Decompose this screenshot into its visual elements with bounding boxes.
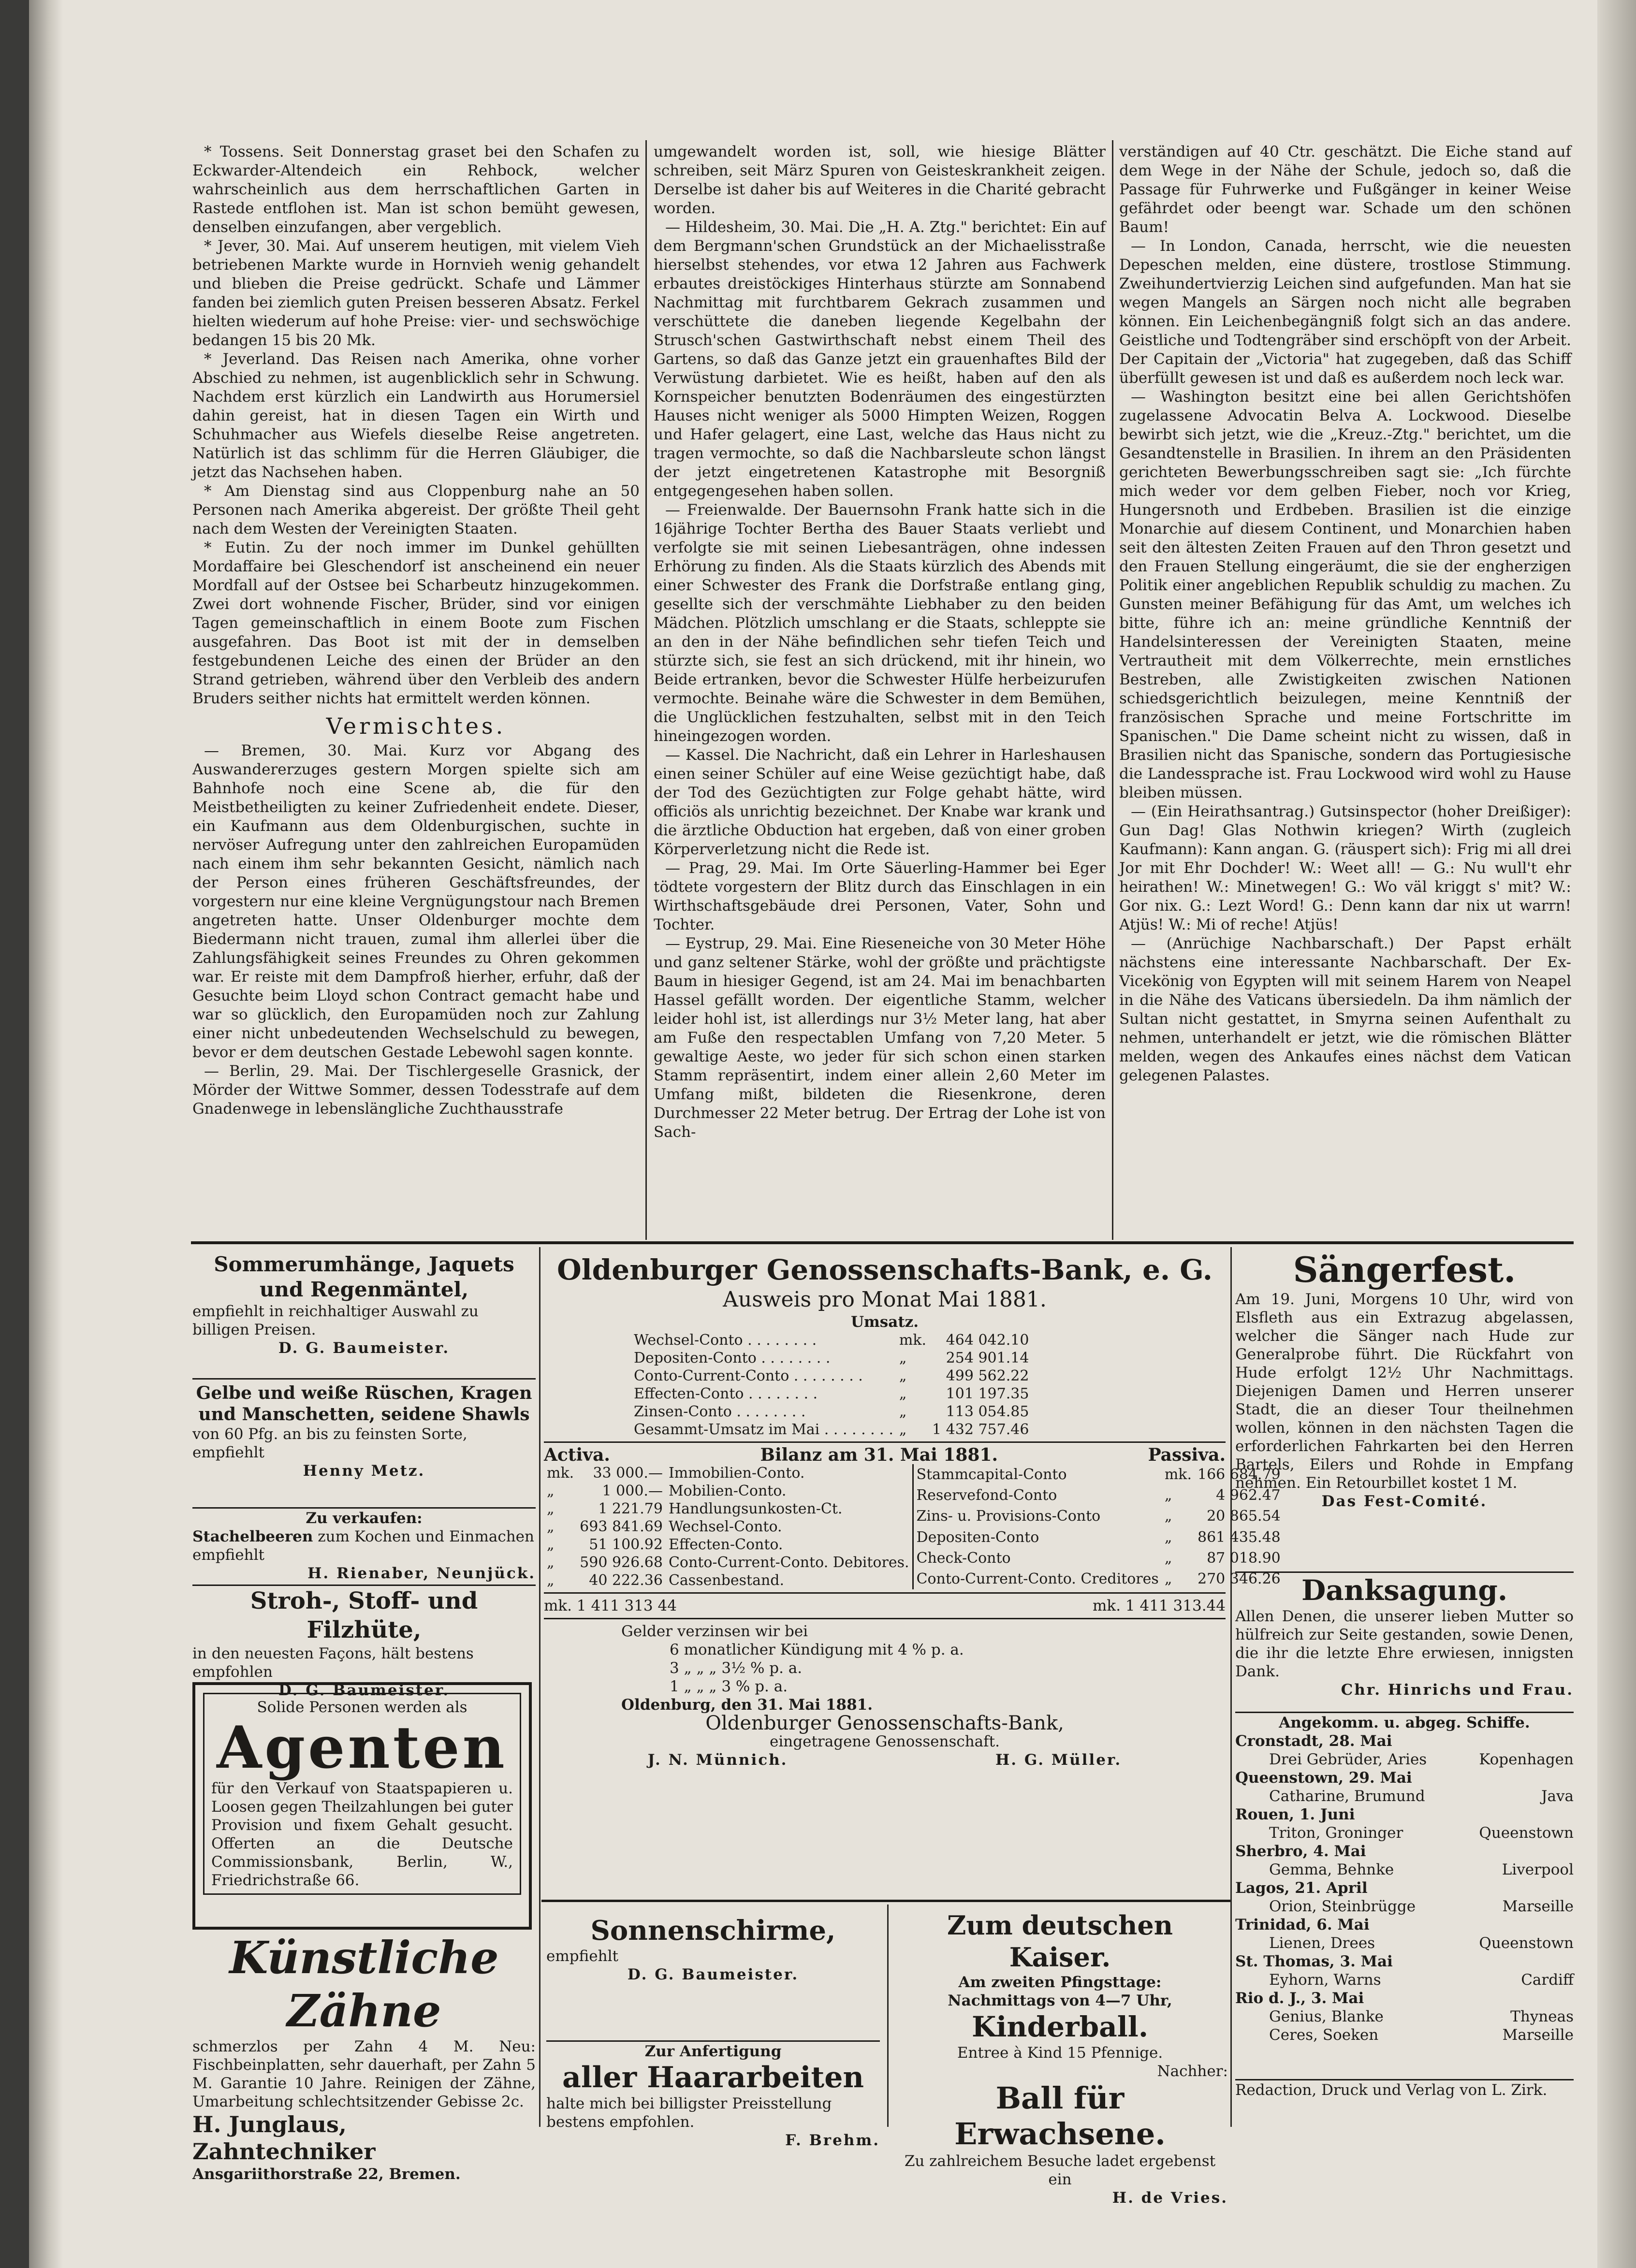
row-currency: „ [1164, 1528, 1172, 1546]
ship-entry [1235, 2007, 1574, 2026]
article-tossens: * Tossens. Seit Donnerstag graset bei den Schafen zu Eckwarder-Altendeich ein Rehbock, welcher wahrscheinlich aus dem herrschaftlichen Garten in Rastede entflohen ist. Man ist schon bemüht gewesen, denselben einzufangen, aber vergeblich. [192, 143, 640, 236]
activa-row [544, 1464, 913, 1482]
article-eystrup-cont: verständigen auf 40 Ctr. geschätzt. Die Eiche stand auf dem Wege in der Nähe der Schule, jedoch so, daß die Passage für Fuhrwerke und Fußgänger in keiner Weise gefährdet oder beengt war. Schade um den schönen Baum! [1119, 143, 1571, 236]
ship-list [1235, 1714, 1574, 2044]
row-value: 4 962.47 [1216, 1487, 1281, 1504]
row-currency: „ [1164, 1508, 1172, 1525]
ad-line: Nachmittags von 4—7 Uhr, [948, 1992, 1172, 2009]
book-spine [29, 0, 63, 2268]
row-value: 1 221.79 [598, 1500, 663, 1517]
row-currency: „ [899, 1421, 907, 1438]
row-value: 166 684.79 [1197, 1466, 1281, 1483]
ship-entry [1235, 1934, 1574, 1952]
article-cloppenburg: * Am Dienstag sind aus Cloppenburg nahe an 50 Personen nach Amerika abgereist. Der größte Theil geht nach dem Westen der Vereinigten Staaten. [192, 482, 640, 538]
ad-text: für den Verkauf von Staatspapieren u. Loosen gegen Theilzahlungen bei guter Provision und fixem Gehalt gesucht. Offerten an die Deutsche Commissionsbank, Berlin, W., Friedrichstraße 66. [211, 1780, 513, 1889]
ship-entry [1235, 1971, 1574, 1989]
ship-name: Lienen, Drees [1269, 1934, 1375, 1952]
bank-umsatz-heading: Umsatz. [850, 1313, 919, 1331]
row-label: Depositen-Conto [916, 1528, 1039, 1546]
article-hildesheim: — Hildesheim, 30. Mai. Die „H. A. Ztg." berichtet: Ein auf dem Bergmann'schen Grundstück an der Michaelisstraße hierselbst stehendes, vor etwa 12 Jahren aus Fachwerk erbautes dreistöckiges Hinterhaus stürzte am Sonnabend Nachmittag mit furchtbarem Gekrach zusammen und verschüttete die daneben liegende Kegelbahn der Strusch'schen Gastwirthschaft nebst einem Theil des Gartens, so daß das Ganze jetzt ein grauenhaftes Bild der Verwüstung darbietet. Wie es heißt, haben auf den als Kornspeicher benutzten Bodenräumen des eingestürzten Hauses nicht weniger als 5000 Himpten Weizen, Roggen und Hafer gelagert, eine Last, welche das Haus nicht zu tragen vermochte, so daß die Nachbarsleute schon längst der jetzt eingetretenen Katastrophe mit Besorgniß entgegengesehen haben sollen. [654, 218, 1106, 500]
ad-signature: D. G. Baumeister. [278, 1339, 450, 1357]
ad-signature: F. Brehm. [785, 2132, 880, 2149]
ad-text: empfiehlt [546, 1948, 618, 1965]
row-label: Check-Conto [916, 1549, 1011, 1567]
row-currency: „ [547, 1500, 555, 1517]
ad-top-line: Solide Personen werden als [257, 1699, 467, 1716]
ship-destination: Marseille [1502, 2026, 1574, 2044]
ad-kuenstliche-zaehne [192, 1931, 536, 2183]
row-value: 1 000.— [602, 1483, 663, 1499]
page-edge [1597, 0, 1636, 2268]
ad-signature: D. G. Baumeister. [278, 1682, 450, 1699]
activa-row [544, 1554, 913, 1571]
ad-agenten [192, 1682, 532, 1930]
article-washington: — Washington besitzt eine bei allen Gerichtshöfen zugelassene Advocatin Belva A. Lockwood. Dieselbe bewirbt sich jetzt, wie die „Kreuz.-Ztg." berichtet, um die Gesandtenstelle in Brasilien. In ihrem an den Präsidenten gerichteten Bewerbungsschreiben sagt sie: „Ich fürchte mich weder vor dem gelben Fieber, noch vor Krieg, Hungersnoth und Erdbeben. Brasilien ist die einzige Monarchie auf diesem Continent, und Monarchien haben seit den ältesten Zeiten Frauen auf den Thron gesetzt und den Frauen Stellung eingeräumt, die sie der engherzigen Politik einer angeblichen Republik schuldig zu machen. Zu Gunsten meiner Befähigung für das Amt, um welches ich bitte, führe ich an: meine gründliche Kenntniß der Handelsinteressen der Vereinigten Staaten, meine Vertrautheit mit dem Völkerrechte, mein ernstliches Bestreben, alle Zwistigkeiten zwischen Nationen schiedsgerichtlich beizulegen, meine Kenntniß der französischen Sprache und meine Fortschritte im Spanischen." Die Dame scheint nicht zu wissen, daß in Brasilien nicht das Spanische, sondern das Portugiesische die Landessprache ist. Frau Lockwood wird wohl zu Hause bleiben müssen. [1119, 388, 1571, 801]
row-value: 861 435.48 [1197, 1528, 1281, 1546]
row-label: Effecten-Conto . . . . . . . . [634, 1385, 818, 1402]
row-currency: „ [547, 1518, 555, 1535]
passiva-heading: Passiva. [1148, 1445, 1226, 1465]
activa-row [544, 1482, 913, 1500]
impressum-text: Redaction, Druck und Verlag von L. Zirk. [1235, 2081, 1548, 2099]
ad-title: Künstliche Zähne [229, 1932, 499, 2037]
bank-divider [544, 1592, 1226, 1594]
activa-row [544, 1500, 913, 1518]
ad-divider [192, 1378, 536, 1380]
section-heading-vermischtes: Vermischtes. [326, 713, 506, 739]
article-kassel: — Kassel. Die Nachricht, daß ein Lehrer in Harleshausen einen seiner Schüler auf eine Weise gezüchtigt habe, daß der Tod des Gezüchtigten zur Folge gehabt hätte, wird officiös als unrichtig bezeichnet. Der Knabe war krank und die ärztliche Obduction hat ergeben, daß von einer groben Körperverletzung nicht die Rede ist. [654, 746, 1106, 858]
ad-line: Am zweiten Pfingsttage: [958, 1974, 1162, 1991]
ship-entry [1235, 1824, 1574, 1842]
ship-entry [1235, 1897, 1574, 1916]
row-label: Stammcapital-Conto [916, 1466, 1067, 1483]
passiva-row [914, 1569, 1284, 1589]
row-value: 464 042.10 [946, 1332, 1029, 1349]
section-rule [191, 1241, 1574, 1244]
total-activa: mk. 1 411 313 44 [544, 1597, 677, 1614]
row-label: Gesammt-Umsatz im Mai . . . . . . . . [634, 1421, 893, 1438]
ship-list-title: Angekomm. u. abgeg. Schiffe. [1279, 1714, 1530, 1731]
ad-haararbeiten [546, 2042, 880, 2150]
ad-divider [1235, 1712, 1574, 1713]
ad-rule-1 [539, 1247, 540, 2127]
row-label: Depositen-Conto . . . . . . . . [634, 1350, 831, 1367]
ad-signature: Chr. Hinrichs und Frau. [1341, 1681, 1574, 1699]
row-label: Conto-Current-Conto. Debitores. [668, 1554, 909, 1571]
ship-port: Rouen, 1. Juni [1235, 1806, 1355, 1823]
row-value: 693 841.69 [580, 1518, 663, 1535]
ad-title: Gelbe und weiße Rüschen, Kragen und Manschetten, seidene Shawls [196, 1383, 532, 1425]
row-value: 113 054.85 [946, 1403, 1029, 1420]
row-label: Immobilien-Conto. [668, 1465, 805, 1482]
row-currency: „ [1164, 1549, 1172, 1567]
ad-text: von 60 Pfg. an bis zu feinsten Sorte, empfiehlt [192, 1425, 467, 1461]
ship-entry [1235, 1787, 1574, 1805]
ship-destination: Cardiff [1521, 1971, 1574, 1989]
ship-port: Cronstadt, 28. Mai [1235, 1732, 1392, 1750]
umsatz-table [631, 1331, 1032, 1439]
ship-name: Catharine, Brumund [1269, 1788, 1425, 1805]
passiva-row [914, 1485, 1284, 1506]
ad-text: Allen Denen, die unserer lieben Mutter so hülfreich zur Seite gestanden, sowie Denen, die ihr die letzte Ehre erwiesen, innigsten Dank. [1235, 1608, 1574, 1680]
article-freienwalde: — Freienwalde. Der Bauernsohn Frank hatte sich in die 16jährige Tochter Bertha des Bauer Staats verliebt und verfolgte sie mit seinen Liebesanträgen, ohne indessen Erhörung zu finden. Als die Staats kürzlich des Abends mit einer Schwester des Frank die Dorfstraße entlang ging, gesellte sich der verschmähte Liebhaber zu den beiden Mädchen. Plötzlich umschlang er die Staats, schleppte sie an den in der Nähe befindlichen sehr tiefen Teich und stürzte sich, sie fest an sich drückend, mit ihr hinein, wo Beide ertranken, bevor die Schwester Hülfe herbeizurufen vermochte. Beinahe wäre die Schwester in dem Bemühen, die Unglücklichen festzuhalten, selbst mit in den Teich hineingezogen worden. [654, 501, 1106, 745]
umsatz-row [631, 1385, 1032, 1403]
article-eystrup: — Eystrup, 29. Mai. Eine Rieseneiche von 30 Meter Höhe und ganz seltener Stärke, wohl der größte und prächtigste Baum in hiesiger Gegend, ist am 24. Mai im benachbarten Hassel gefällt worden. Der eigentliche Stamm, welcher leider hohl ist, ist allerdings nur 3½ Meter lang, hat aber am Fuße den respectablen Umfang von 7,20 Meter. 5 gewaltige Aeste, wo jeder für sich schon einen starken Stamm repräsentirt, indem einer allein 2,60 Meter im Umfang mißt, bildeten die Riesenkrone, deren Durchmesser 22 Meter betrug. Der Ertrag der Lohe ist von Sach- [654, 935, 1106, 1141]
ad-danksagung [1235, 1573, 1574, 1699]
row-value: 87 018.90 [1207, 1549, 1281, 1567]
ad-divider [546, 2040, 880, 2042]
row-currency: „ [1164, 1487, 1172, 1504]
bilanz-heading: Bilanz am 31. Mai 1881. [760, 1445, 998, 1465]
activa-heading: Activa. [544, 1445, 610, 1465]
ad-bank-statement [544, 1253, 1281, 1769]
ship-name: Gemma, Behnke [1269, 1861, 1394, 1878]
ship-name: Genius, Blanke [1269, 2008, 1384, 2025]
impressum [1235, 2081, 1574, 2099]
total-passiva: mk. 1 411 313.44 [1093, 1597, 1226, 1614]
row-currency: „ [547, 1554, 555, 1571]
ship-name: Orion, Steinbrügge [1269, 1898, 1416, 1915]
ship-port: Sherbro, 4. Mai [1235, 1843, 1366, 1860]
ad-text: empfiehlt in reichhaltiger Auswahl zu billigen Preisen. [192, 1303, 479, 1338]
row-value: 20 865.54 [1207, 1508, 1281, 1525]
row-value: 51 100.92 [589, 1536, 663, 1553]
row-value: 40 222.36 [589, 1572, 663, 1589]
article-jeverland: * Jeverland. Das Reisen nach Amerika, ohne vorher Abschied zu nehmen, ist augenblicklich sehr in Schwung. Nachdem erst kürzlich ein Landwirth aus Horumersiel dahin gereist, hat in diesen Tagen ein Wirth und Schuhmacher aus Wiefels dieselbe Reise angetreten. Natürlich ist das schlimm für die Herren Gläubiger, die jetzt das Nachsehen haben. [192, 350, 640, 481]
activa-row [544, 1518, 913, 1536]
ad-title: Zur Anfertigung [644, 2043, 782, 2060]
ad-line: Entree à Kind 15 Pfennige. [957, 2044, 1163, 2062]
row-label: Zinsen-Conto . . . . . . . . [634, 1403, 806, 1420]
activa-row [544, 1571, 913, 1589]
article-bremen: — Bremen, 30. Mai. Kurz vor Abgang des Auswandererzuges gestern Morgen spielte sich am Bahnhofe noch eine Scene ab, die für den Meistbetheiligten zu keiner Zufriedenheit endete. Dieser, ein Kaufmann aus dem Oldenburgischen, suchte in nervöser Aufregung unter den zahlreichen Europamüden nach einem ihm sehr bekannten Gesicht, nämlich nach der Person eines früheren Geschäftsfreundes, der vorgestern nur eine kleine Vergnügungstour nach Bremen angetreten hatte. Unser Oldenburger mochte dem Biedermann nicht trauen, zumal ihm allerlei über die Zahlungsfähigkeit seines Freundes zu Ohren gekommen war. Er reiste mit dem Dampfroß hierher, erfuhr, daß der Gesuchte beim Lloyd schon Contract gemacht habe und war so glücklich, den Europamüden noch zur Zahlung einer nicht unbedeutenden Wechselschuld zu bewegen, bevor er dem deutschen Gestade Lebewohl sagen konnte. [192, 742, 640, 1061]
ad-line: Zu zahlreichem Besuche ladet ergebenst ein [904, 2152, 1216, 2188]
row-currency: „ [899, 1367, 907, 1384]
passiva-row [914, 1527, 1284, 1547]
row-value: 590 926.68 [580, 1554, 663, 1571]
row-currency: „ [899, 1403, 907, 1420]
ad-divider [1235, 1571, 1574, 1573]
ship-name: Triton, Groninger [1269, 1824, 1403, 1842]
ship-destination: Liverpool [1502, 1861, 1574, 1878]
ad-signature: H. de Vries. [1112, 2189, 1228, 2207]
row-currency: „ [1164, 1570, 1172, 1587]
row-value: 1 432 757.46 [932, 1421, 1029, 1438]
ad-signature: H. Rienaber, Neunjück. [307, 1565, 536, 1582]
bank-signature-2: H. G. Müller. [995, 1751, 1122, 1769]
article-london: — In London, Canada, herrscht, wie die neuesten Depeschen melden, eine düstere, trostlose Stimmung. Zweihundertvierzig Leichen sind aufgefunden. Man hat sie wegen Mangels an Särgen noch nicht alle begraben können. Ein Leichenbegängniß folgt sich an das andere. Geistliche und Todtengräber sind erschöpft von der Arbeit. Der Capitain der „Victoria" hat zugegeben, daß das Schiff überfüllt gewesen ist und daß es außerdem noch leck war. [1119, 237, 1571, 387]
ship-destination: Queenstown [1479, 1934, 1574, 1952]
article-prag: — Prag, 29. Mai. Im Orte Säuerling-Hammer bei Eger tödtete vorgestern der Blitz durch das Einschlagen in ein Wirthschaftsgebäude drei Personen, Vater, Sohn und Tochter. [654, 859, 1106, 933]
ad-rueschen [192, 1382, 536, 1480]
row-label: Reservefond-Conto [916, 1487, 1057, 1504]
article-jever: * Jever, 30. Mai. Auf unserem heutigen, mit vielem Vieh betriebenen Markte wurde in Hornvieh wenig gehandelt und blieben die Preise gedrückt. Schafe und Lämmer fanden bei ziemlich guten Preisen besseren Absatz. Ferkel hielten wiederum auf hohe Preise: vier- und sechswöchige bedangen 15 bis 20 Mk. [192, 237, 640, 349]
ship-name: Drei Gebrüder, Aries [1269, 1751, 1427, 1768]
ad-title: Stroh-, Stoff- und Filzhüte, [250, 1587, 478, 1643]
row-label: Effecten-Conto. [668, 1536, 783, 1553]
ship-entry [1235, 1750, 1574, 1769]
ad-sommerumhaenge [192, 1252, 536, 1357]
ship-entry [1235, 2026, 1574, 2044]
umsatz-row [631, 1349, 1032, 1367]
bank-divider [544, 1441, 1226, 1443]
article-heirathsantrag: — (Ein Heirathsantrag.) Gutsinspector (hoher Dreißiger): Gun Dag! Glas Nothwin kriegen? Wirth (zugleich Kaufmann): Kann angan. G. (räuspert sich): Frig mi all drei Jor mit Ehr Dochder! W.: Weet all! — G.: Nu wull't ehr heirathen! W.: Minetwegen! G.: Wo väl kriggt s' mit? W.: Gor nix. G.: Lezt Word! G.: Denn kann dar nix ut warrn! Atjüs! W.: Mi of reche! Atjüs! [1119, 803, 1571, 933]
ad-zu-verkaufen [192, 1509, 536, 1583]
ad-text: schmerzlos per Zahn 4 M. Neu: Fischbeinplatten, sehr dauerhaft, per Zahn 5 M. Garantie 10 Jahre. Reinigen der Zähne, Umarbeitung schlechtsitzender Gebisse 2c. [192, 2038, 536, 2110]
row-label: Mobilien-Conto. [668, 1483, 787, 1499]
umsatz-row [631, 1421, 1032, 1439]
ad-signature: Henny Metz. [303, 1462, 425, 1480]
article-berlin-cont: umgewandelt worden ist, soll, wie hiesige Blätter schreiben, seit März Spuren von Geisteskrankheit zeigen. Derselbe ist daher bis auf Weiteres in die Charité gebracht worden. [654, 143, 1106, 217]
ship-destination: Queenstown [1479, 1824, 1574, 1842]
bank-signature-1: J. N. Münnich. [647, 1751, 788, 1769]
ship-destination: Thyneas [1510, 2008, 1574, 2025]
ad-title: Danksagung. [1301, 1574, 1508, 1607]
section-rule-2 [541, 1900, 1230, 1902]
article-berlin: — Berlin, 29. Mai. Der Tischlergeselle Grasnick, der Mörder der Wittwe Sommer, dessen Todesstrafe auf dem Gnadenwege in lebenslängliche Zuchthausstrafe [192, 1062, 640, 1118]
ship-destination: Java [1541, 1788, 1574, 1805]
ship-port: Queenstown, 29. Mai [1235, 1769, 1412, 1787]
row-currency: „ [547, 1572, 555, 1589]
row-currency: „ [547, 1536, 555, 1553]
ad-title-2: aller Haararbeiten [562, 2061, 864, 2094]
bank-date: Oldenburg, den 31. Mai 1881. [621, 1696, 873, 1714]
bank-firm: Oldenburger Genossenschafts-Bank, [705, 1712, 1064, 1734]
row-currency: mk. [899, 1332, 927, 1349]
umsatz-row [631, 1331, 1032, 1349]
ad-line: Kinderball. [971, 2010, 1149, 2043]
ship-destination: Kopenhagen [1479, 1751, 1574, 1768]
passiva-row [914, 1548, 1284, 1569]
row-currency: „ [547, 1483, 555, 1499]
zins-line: 1 „ „ „ 3 % p. a. [670, 1678, 788, 1695]
bank-title: Oldenburger Genossenschafts-Bank, e. G. [557, 1253, 1212, 1286]
ship-destination: Marseille [1502, 1898, 1574, 1915]
ad-saengerfest [1235, 1250, 1574, 1511]
ad-title: Sonnenschirme, [590, 1915, 836, 1947]
row-label: Cassenbestand. [668, 1572, 785, 1589]
ship-port: St. Thomas, 3. Mai [1235, 1953, 1393, 1970]
row-value: 254 901.14 [946, 1350, 1029, 1367]
ship-name: Ceres, Soeken [1269, 2026, 1379, 2044]
ad-title: Zu verkaufen: [306, 1510, 423, 1527]
passiva-row [914, 1464, 1284, 1485]
zins-line: 3 „ „ „ 3½ % p. a. [670, 1659, 803, 1677]
row-label: Conto-Current-Conto. Creditores [916, 1570, 1159, 1587]
ad-address: Ansgariithorstraße 22, Bremen. [192, 2166, 461, 2183]
ad-signature: H. Junglaus, Zahntechniker [192, 2111, 376, 2165]
article-eutin: * Eutin. Zu der noch immer im Dunkel gehüllten Mordaffaire bei Gleschendorf ist anscheinend ein neuer Mordfall auf der Ostsee bei Scharbeutz hinzugekommen. Zwei dort wohnende Fischer, Brüder, sind vor einigen Tagen gemeinschaftlich in einem Boote zum Fischen ausgefahren. Das Boot ist mit der in demselben festgebundenen Leiche des einen der Brüder an den Strand getrieben, während über den Verbleib des andern Bruders seither nichts hat ermittelt werden können. [192, 539, 640, 707]
row-currency: „ [899, 1385, 907, 1402]
ad-signature: Das Fest-Comité. [1321, 1493, 1488, 1510]
article-column-2 [654, 143, 1106, 1142]
ad-divider [1235, 2079, 1574, 2080]
column-rule-2 [1112, 140, 1113, 1240]
ad-text: halte mich bei billigster Preisstellung bestens empfohlen. [546, 2095, 832, 2131]
row-currency: „ [899, 1350, 907, 1367]
ad-title: Sängerfest. [1293, 1249, 1516, 1290]
ad-text: zum Kochen und Einmachen empfiehlt [192, 1528, 534, 1564]
ad-title: Sommerumhänge, Jaquets und Regenmäntel, [214, 1252, 514, 1301]
zins-heading: Gelder verzinsen wir bei [621, 1623, 808, 1640]
ad-title: Agenten [217, 1714, 508, 1782]
activa-table [544, 1464, 914, 1589]
ship-name: Eyhorn, Warns [1269, 1971, 1381, 1989]
row-label: Wechsel-Conto. [668, 1518, 782, 1535]
bank-subtitle: Ausweis pro Monat Mai 1881. [723, 1287, 1047, 1312]
passiva-row [914, 1506, 1284, 1527]
row-value: 270 346.26 [1197, 1570, 1281, 1587]
ad-rule-3 [887, 1905, 889, 2127]
ad-deutscher-kaiser [892, 1909, 1228, 2207]
row-label: Handlungsunkosten-Ct. [668, 1500, 843, 1517]
umsatz-row [631, 1367, 1032, 1385]
ad-item: Stachelbeeren [192, 1528, 313, 1545]
ship-port: Trinidad, 6. Mai [1235, 1916, 1370, 1934]
ad-line: Ball für Erwachsene. [954, 2080, 1166, 2152]
ad-text: Am 19. Juni, Morgens 10 Uhr, wird von Elsfleth aus ein Extrazug abgelassen, welcher die Sänger nach Hude zur Generalprobe führt. Die Rückfahrt von Hude erfolgt 12½ Uhr Nachmittags. Diejenigen Damen und Herren unserer Stadt, die an dieser Tour theilnehmen wollen, können in den nächsten Tagen die erforderlichen Fahrkarten bei den Herren Bartels, Eilers und Rohde in Empfang nehmen. Ein Retourbillet kostet 1 M. [1235, 1291, 1574, 1492]
ad-divider [192, 1585, 536, 1586]
activa-row [544, 1536, 913, 1554]
bank-divider [544, 1618, 1226, 1619]
ship-entry [1235, 1861, 1574, 1879]
umsatz-row [631, 1403, 1032, 1421]
ad-sonnenschirme [546, 1914, 880, 1984]
ad-title: Zum deutschen Kaiser. [947, 1910, 1173, 1973]
bank-firm-sub: eingetragene Genossenschaft. [770, 1733, 1000, 1750]
column-rule-1 [645, 140, 647, 1240]
ad-divider [192, 1507, 536, 1509]
row-currency: mk. [547, 1465, 574, 1482]
ad-signature: D. G. Baumeister. [627, 1966, 799, 1983]
row-currency: mk. [1164, 1466, 1192, 1483]
passiva-table [914, 1464, 1284, 1589]
row-label: Wechsel-Conto . . . . . . . . [634, 1332, 817, 1349]
article-column-3 [1119, 143, 1571, 1085]
ad-line: Nachher: [1157, 2063, 1228, 2080]
ad-rule-2 [1230, 1247, 1232, 2127]
ship-port: Lagos, 21. April [1235, 1879, 1368, 1897]
ad-text: in den neuesten Façons, hält bestens empfohlen [192, 1645, 474, 1681]
zins-line: 6 monatlicher Kündigung mit 4 % p. a. [670, 1641, 964, 1658]
row-value: 101 197.35 [946, 1385, 1029, 1402]
row-label: Conto-Current-Conto . . . . . . . . [634, 1367, 863, 1384]
row-value: 33 000.— [593, 1465, 663, 1482]
ship-port: Rio d. J., 3. Mai [1235, 1990, 1364, 2007]
row-label: Zins- u. Provisions-Conto [916, 1508, 1101, 1525]
article-column-1 [192, 143, 640, 1119]
article-nachbarschaft: — (Anrüchige Nachbarschaft.) Der Papst erhält nächstens eine interessante Nachbarschaft. Der Ex-Vicekönig von Egypten will mit seinem Harem von Neapel in die Nähe des Vaticans übersiedeln. Da ihm nämlich der Sultan nicht gestattet, in Smyrna seinen Aufenthalt zu nehmen, unterhandelt er jetzt, wie die römischen Blätter melden, wegen des Ankaufes eines nächst dem Vatican gelegenen Palastes. [1119, 935, 1571, 1084]
row-value: 499 562.22 [946, 1367, 1029, 1384]
